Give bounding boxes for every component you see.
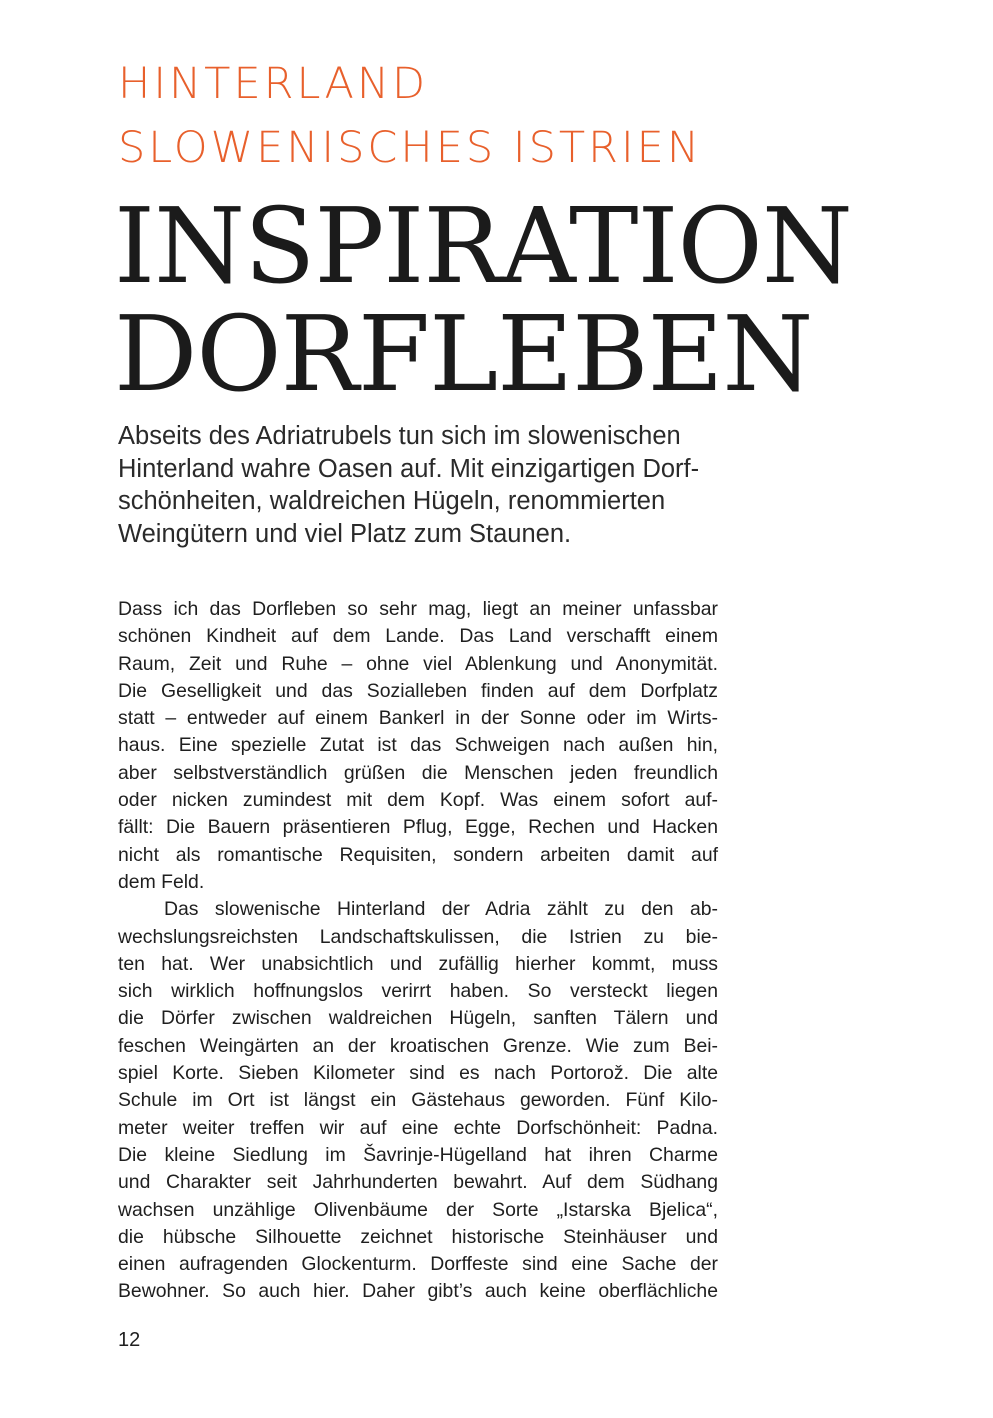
- article-lede: [118, 420, 808, 550]
- lede-line: Weingütern und viel Platz zum Staunen.: [118, 519, 572, 548]
- body-line: haus. Eine spezielle Zutat ist das Schweigen nach außen hin,: [118, 734, 718, 757]
- body-line: meter weiter treffen wir auf eine echte Dorfschönheit: Padna.: [118, 1116, 718, 1139]
- body-line: schönen Kindheit auf dem Lande. Das Land verschafft einem: [118, 625, 718, 648]
- page-number: 12: [118, 1329, 141, 1351]
- body-line: die hübsche Silhouette zeichnet historische Steinhäuser und: [118, 1225, 718, 1248]
- body-line: oder nicken zumindest mit dem Kopf. Was einem sofort auf-: [118, 789, 718, 812]
- body-line: ten hat. Wer unabsichtlich und zufällig hierher kommt, muss: [118, 952, 718, 975]
- body-line: aber selbstverständlich grüßen die Menschen jeden freundlich: [118, 761, 718, 784]
- body-line: und Charakter seit Jahrhunderten bewahrt. Auf dem Südhang: [118, 1171, 718, 1194]
- lede-line: schönheiten, waldreichen Hügeln, renommierten: [118, 487, 666, 515]
- body-line: spiel Korte. Sieben Kilometer sind es nach Portorož. Die alte: [118, 1062, 718, 1085]
- headline-line-1: INSPIRATION: [114, 185, 852, 307]
- body-line: fällt: Die Bauern präsentieren Pflug, Egge, Rechen und Hacken: [118, 816, 718, 839]
- body-line: Die Geselligkeit und das Sozialleben finden auf dem Dorfplatz: [118, 679, 718, 702]
- lede-line: Hinterland wahre Oasen auf. Mit einzigartigen Dorf-: [118, 454, 700, 483]
- body-line: Bewohner. So auch hier. Daher gibt’s auch keine oberflächliche: [118, 1280, 718, 1303]
- body-line: die Dörfer zwischen waldreichen Hügeln, sanften Tälern und: [118, 1007, 718, 1030]
- body-line: Die kleine Siedlung im Šavrinje-Hügelland hat ihren Charme: [118, 1143, 718, 1166]
- body-line: sich wirklich hoffnungslos verirrt haben. So versteckt liegen: [118, 980, 718, 1003]
- body-line: Schule im Ort ist längst ein Gästehaus geworden. Fünf Kilo-: [118, 1089, 718, 1112]
- lede-line: Abseits des Adriatrubels tun sich im slowenischen: [118, 422, 681, 450]
- body-line: dem Feld.: [118, 870, 205, 893]
- body-line: wachsen unzählige Olivenbäume der Sorte „Istarska Bjelica“,: [118, 1198, 718, 1221]
- body-line: nicht als romantische Requisiten, sondern arbeiten damit auf: [118, 843, 718, 866]
- body-line: statt – entweder auf einem Bankerl in der Sonne oder im Wirts-: [118, 707, 718, 730]
- body-line: Raum, Zeit und Ruhe – ohne viel Ablenkung und Anonymität.: [118, 652, 718, 675]
- body-line: einen aufragenden Glockenturm. Dorffeste sind eine Sache der: [118, 1253, 718, 1276]
- kicker-line-2: SLOWENISCHES ISTRIEN: [118, 123, 703, 173]
- section-kicker: [118, 52, 918, 180]
- body-line: Dass ich das Dorfleben so sehr mag, liegt an meiner unfassbar: [118, 598, 718, 620]
- kicker-line-1: HINTERLAND: [118, 59, 429, 109]
- article-headline: [114, 185, 974, 415]
- body-line: Das slowenische Hinterland der Adria zählt zu den ab-: [164, 898, 718, 921]
- body-line: feschen Weingärten an der kroatischen Grenze. Wie zum Bei-: [118, 1034, 718, 1057]
- body-line: wechslungsreichsten Landschaftskulissen, die Istrien zu bie-: [118, 925, 718, 948]
- article-body: [118, 596, 718, 1306]
- headline-line-2: DORFLEBEN: [114, 293, 813, 415]
